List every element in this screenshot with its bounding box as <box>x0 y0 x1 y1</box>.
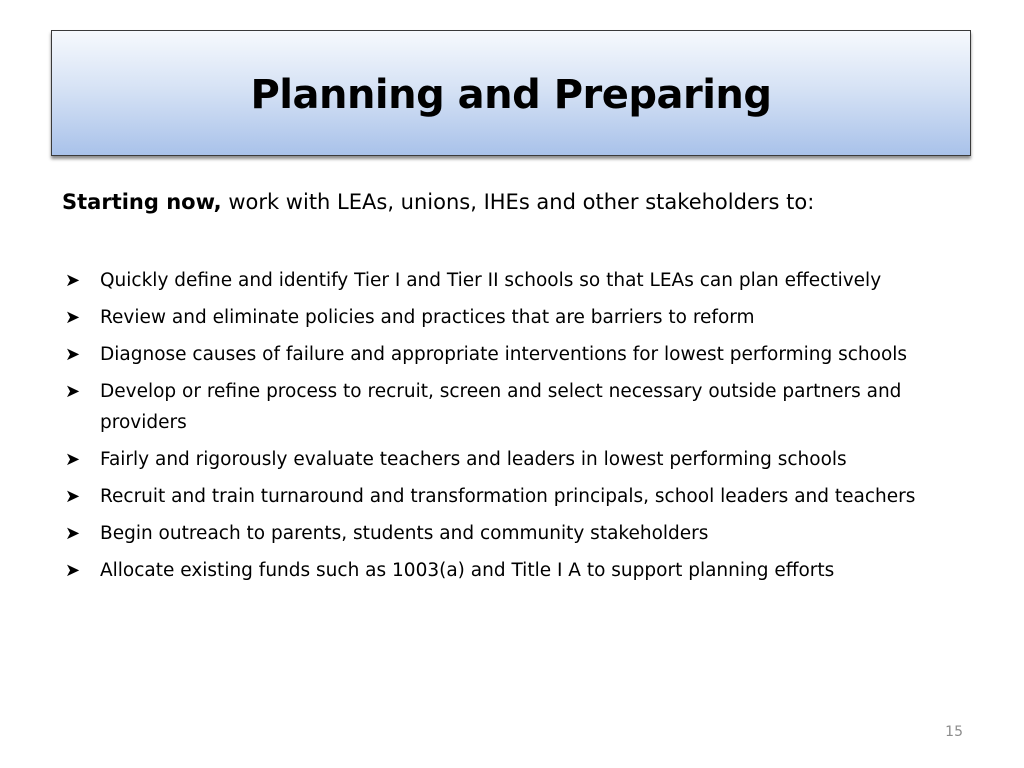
bullet-item <box>62 265 972 296</box>
arrow-bullet-icon: ➤ <box>65 560 81 581</box>
arrow-bullet-icon: ➤ <box>65 486 81 507</box>
slide-title: Planning and Preparing <box>250 72 772 118</box>
arrow-bullet-icon: ➤ <box>65 449 81 470</box>
bullet-item <box>62 302 972 333</box>
page-number: 15 <box>945 724 963 740</box>
arrow-bullet-icon: ➤ <box>65 381 81 402</box>
bullet-text: Recruit and train turnaround and transformation principals, school leaders and teachers <box>100 486 916 507</box>
bullet-text: Allocate existing funds such as 1003(a) and Title I A to support planning efforts <box>100 560 835 581</box>
arrow-bullet-icon: ➤ <box>65 270 81 291</box>
arrow-bullet-icon: ➤ <box>65 344 81 365</box>
bullet-text: Develop or refine process to recruit, screen and select necessary outside partners and providers <box>100 381 902 433</box>
bullet-text: Quickly define and identify Tier I and Tier II schools so that LEAs can plan effectively <box>100 270 882 291</box>
bullet-item <box>62 376 972 438</box>
bullet-item <box>62 518 972 549</box>
bullet-item <box>62 339 972 370</box>
bullet-text: Diagnose causes of failure and appropriate interventions for lowest performing schools <box>100 344 908 365</box>
intro-line <box>62 186 814 218</box>
bullet-text: Review and eliminate policies and practices that are barriers to reform <box>100 307 755 328</box>
bullet-text: Fairly and rigorously evaluate teachers and leaders in lowest performing schools <box>100 449 847 470</box>
intro-lead: Starting now, <box>62 190 222 214</box>
bullet-item <box>62 444 972 475</box>
bullet-item <box>62 555 972 586</box>
bullet-list <box>62 265 972 592</box>
arrow-bullet-icon: ➤ <box>65 523 81 544</box>
title-banner <box>51 30 971 156</box>
arrow-bullet-icon: ➤ <box>65 307 81 328</box>
intro-text: work with LEAs, unions, IHEs and other stakeholders to: <box>221 190 815 214</box>
bullet-item <box>62 481 972 512</box>
bullet-text: Begin outreach to parents, students and community stakeholders <box>100 523 709 544</box>
